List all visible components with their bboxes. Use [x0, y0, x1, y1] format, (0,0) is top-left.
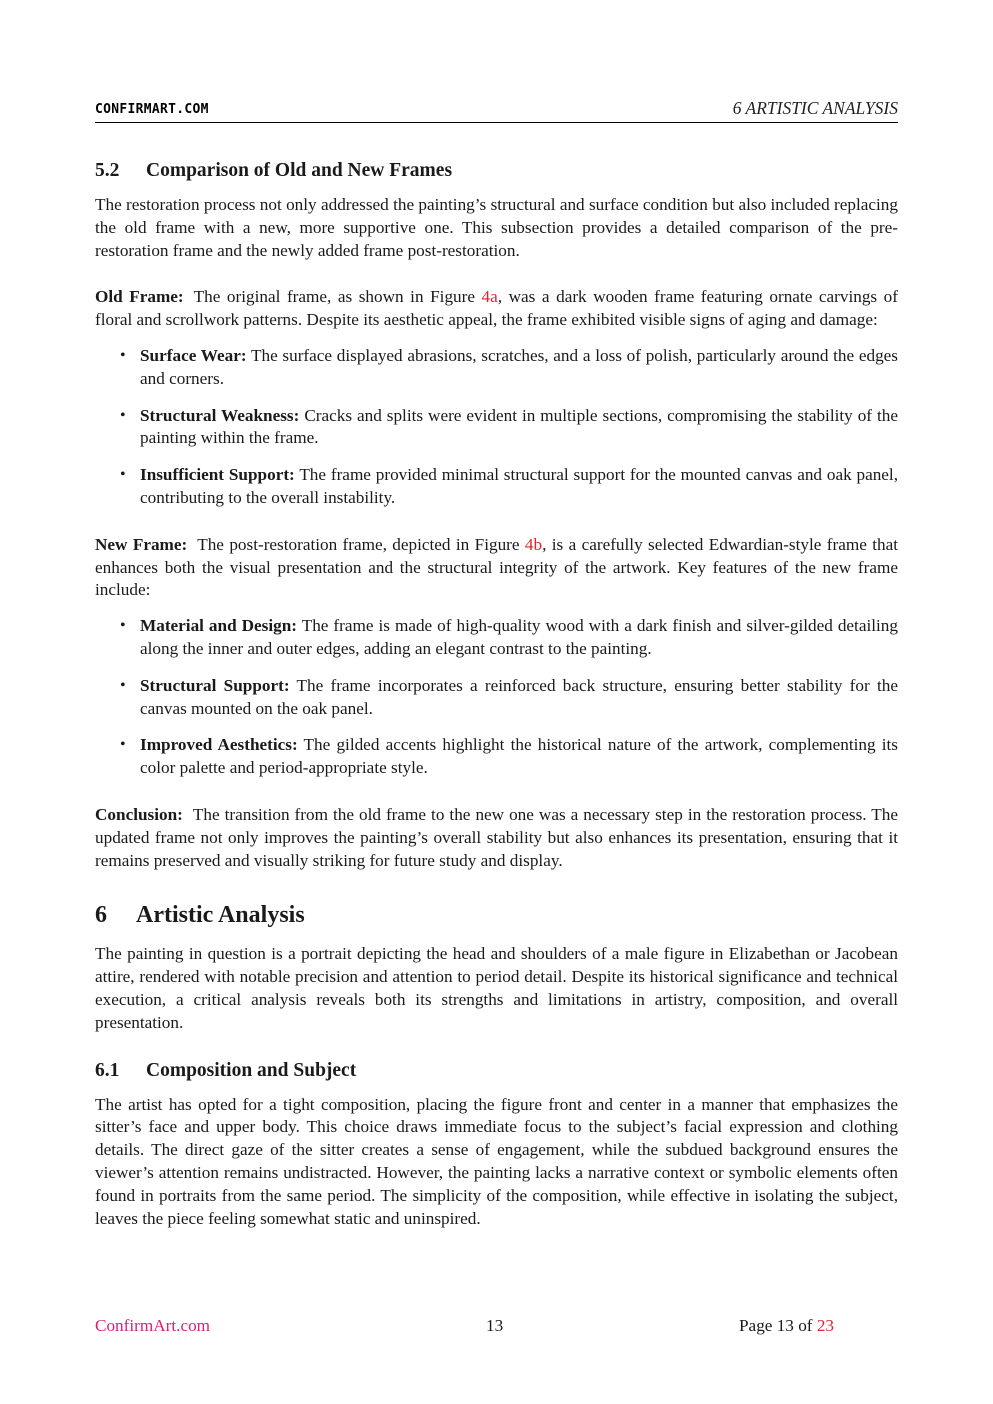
subsection-heading-5-2: 5.2 Comparison of Old and New Frames: [95, 160, 453, 181]
run-in-label-conclusion: Conclusion:: [95, 804, 183, 824]
paragraph-conclusion: Conclusion: The transition from the old frame to the new one was a necessary step in the restoration process. The updated frame not only improves the painting’s overall stability but also enhances its presentation, ensuring that it remains preserved and visually striking for future study and display.: [95, 804, 898, 870]
new-frame-list: [95, 615, 898, 780]
running-header: [95, 98, 898, 123]
figure-ref-4a[interactable]: 4a: [481, 287, 498, 307]
site-logo[interactable]: CONFIRMART.COM: [95, 102, 209, 117]
footer-page-number: 13: [486, 1316, 504, 1335]
list-item: • Material and Design: The frame is made of high-quality wood with a dark finish and silver-gilded detailing along the inner and outer edges, adding an elegant contrast to the painting.: [95, 615, 898, 661]
section-heading-6: 6 Artistic Analysis: [95, 902, 305, 929]
figure-ref-4b[interactable]: 4b: [524, 534, 543, 554]
paragraph-frames-intro: The restoration process not only addressed the painting’s structural and surface condition but also included replacing the old frame with a new, more supportive one. This subsection provides a detailed comparison of the pre-restoration frame and the newly added frame post-restoration.: [95, 195, 898, 260]
list-item: • Structural Support: The frame incorporates a reinforced back structure, ensuring better stability for the canvas mounted on the oak panel.: [95, 675, 898, 721]
footer-site-link[interactable]: ConfirmArt.com: [95, 1316, 211, 1335]
run-in-label-old-frame: Old Frame:: [95, 287, 184, 307]
old-frame-list: [95, 345, 898, 510]
subsection-heading-6-1: 6.1 Composition and Subject: [95, 1059, 357, 1081]
paragraph-new-frame: New Frame: The post-restoration frame, depicted in Figure 4b, is a carefully selected Edwardian-style frame that enhances both the visual presentation and the structural integrity of the artwork. Key features of the new frame include:: [95, 534, 898, 600]
list-item: • Improved Aesthetics: The gilded accents highlight the historical nature of the artwork, complementing its color palette and period-appropriate style.: [95, 734, 898, 780]
run-in-label-new-frame: New Frame:: [95, 534, 188, 554]
footer-page-count: Page 13 of 23: [739, 1316, 834, 1335]
total-pages-link[interactable]: 23: [816, 1316, 834, 1335]
page-body: [95, 160, 898, 1230]
running-section-title: 6 ARTISTIC ANALYSIS: [732, 98, 898, 118]
list-item: • Surface Wear: The surface displayed abrasions, scratches, and a loss of polish, particularly around the edges and corners.: [95, 345, 898, 391]
list-item: • Structural Weakness: Cracks and splits were evident in multiple sections, compromising the stability of the painting within the frame.: [95, 405, 898, 451]
paragraph-old-frame: Old Frame: The original frame, as shown in Figure 4a, was a dark wooden frame featuring ornate carvings of floral and scrollwork patterns. Despite its aesthetic appeal, the frame exhibited visible signs of aging and damage:: [95, 287, 898, 330]
paragraph-artistic-intro: The painting in question is a portrait depicting the head and shoulders of a male figure in Elizabethan or Jacobean attire, rendered with notable precision and attention to period detail. Despite its historical significance and technical execution, a critical analysis reveals both its strengths and limitations in artistry, composition, and overall presentation.: [95, 944, 898, 1032]
paragraph-composition: The artist has opted for a tight composition, placing the figure front and center in a manner that emphasizes the sitter’s face and upper body. This choice draws immediate focus to the subject’s facial expression and clothing details. The direct gaze of the sitter creates a sense of engagement, while the subdued background ensures the viewer’s attention remains undistracted. However, the painting lacks a narrative context or symbolic elements often found in portraits from the same period. The simplicity of the composition, while effective in isolating the subject, leaves the piece feeling somewhat static and uninspired.: [95, 1094, 898, 1228]
list-item: • Insufficient Support: The frame provided minimal structural support for the mounted canvas and oak panel, contributing to the overall instability.: [95, 464, 898, 510]
